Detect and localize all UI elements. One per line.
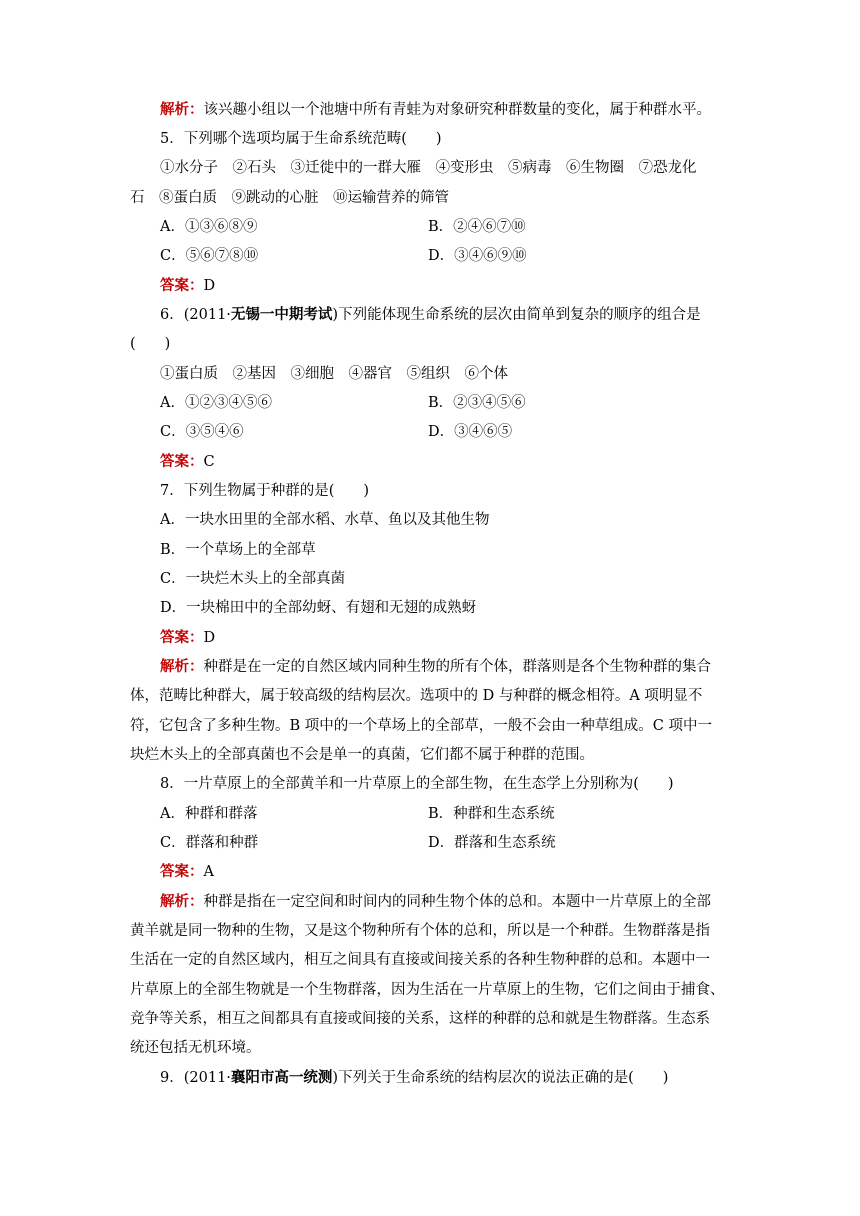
question-text: 下列关于生命系统的结构层次的说法正确的是( ) — [338, 1070, 669, 1086]
option-a: A．一块水田里的全部水稻、水草、鱼以及其他生物 — [160, 512, 490, 528]
answer-q6 — [160, 452, 215, 472]
analysis-text: 种群是在一定的自然区域内同种生物的所有个体，群落则是各个生物种群的集合 — [203, 659, 711, 675]
question-number: 5． — [160, 131, 184, 147]
question-6 — [160, 305, 701, 325]
option-b: B．种群和生态系统 — [428, 806, 555, 822]
option-c: C．群落和种群 — [160, 835, 259, 851]
option-c: C．⑤⑥⑦⑧⑩ — [160, 248, 259, 264]
analysis-text: 种群是指在一定空间和时间内的同种生物个体的总和。本题中一片草原上的全部 — [203, 894, 711, 910]
question-number: 8． — [160, 776, 184, 792]
answer-label: 答案： — [160, 629, 204, 646]
question-number: 6． — [160, 307, 184, 323]
items-text: ①水分子 ②石头 ③迁徙中的一群大雁 ④变形虫 ⑤病毒 ⑥生物圈 ⑦恐龙化 — [160, 160, 697, 176]
answer-q7 — [160, 628, 215, 648]
analysis-text-line: 竞争等关系，相互之间都具有直接或间接的关系，这样的种群的总和就是生物群落。生态系 — [130, 1011, 710, 1027]
question-source: 无锡一中期考试 — [230, 306, 333, 323]
answer-value: D — [203, 278, 216, 294]
question-source-post: ) — [332, 1070, 339, 1086]
analysis-q8 — [160, 892, 711, 912]
analysis-q4 — [160, 100, 711, 120]
analysis-text-line: 符，它包含了多种生物。B 项中的一个草场上的全部草，一般不会由一种草组成。C 项中一 — [130, 718, 712, 734]
analysis-text-line: 生活在一定的自然区域内，相互之间具有直接或间接关系的各种生物种群的总和。本题中一 — [130, 952, 710, 968]
question-source-pre: (2011· — [183, 307, 231, 323]
answer-label: 答案： — [160, 863, 204, 880]
question-number: 9． — [160, 1070, 184, 1086]
analysis-text-line: 块烂木头上的全部真菌也不会是单一的真菌，它们都不属于种群的范围。 — [130, 747, 594, 763]
question-5 — [160, 129, 442, 149]
option-d: D．③④⑥⑤ — [428, 424, 513, 440]
option-b: B．一个草场上的全部草 — [160, 542, 316, 558]
question-5-items — [160, 158, 697, 178]
option-a: A．①③⑥⑧⑨ — [160, 219, 258, 235]
analysis-text-line: 黄羊就是同一物种的生物，又是这个物种所有个体的总和，所以是一个种群。生物群落是指 — [130, 923, 710, 939]
analysis-text-line: 统还包括无机环境。 — [130, 1040, 261, 1056]
option-a: A．①②③④⑤⑥ — [160, 395, 272, 411]
question-source-post: ) — [332, 307, 339, 323]
analysis-q7 — [160, 657, 711, 677]
analysis-label: 解析： — [160, 658, 204, 675]
option-c: C．③⑤④⑥ — [160, 424, 244, 440]
question-8 — [160, 774, 674, 794]
option-b: B．②③④⑤⑥ — [428, 395, 526, 411]
answer-q8 — [160, 862, 214, 882]
answer-value: A — [203, 864, 214, 880]
question-7 — [160, 481, 369, 501]
answer-q5 — [160, 276, 215, 296]
answer-label: 答案： — [160, 277, 204, 294]
option-a: A．种群和群落 — [160, 806, 258, 822]
analysis-label: 解析： — [160, 101, 204, 118]
question-9 — [160, 1068, 668, 1088]
option-c: C．一块烂木头上的全部真菌 — [160, 571, 346, 587]
analysis-label: 解析： — [160, 893, 204, 910]
option-b: B．②④⑥⑦⑩ — [428, 219, 526, 235]
question-text: 下列哪个选项均属于生命系统范畴( ) — [183, 131, 442, 147]
question-source: 襄阳市高一统测 — [230, 1069, 333, 1086]
answer-label: 答案： — [160, 453, 204, 470]
question-text: 下列能体现生命系统的层次由简单到复杂的顺序的组合是 — [338, 307, 701, 323]
items-text: 石 ⑧蛋白质 ⑨跳动的心脏 ⑩运输营养的筛管 — [130, 190, 449, 206]
question-text: 一片草原上的全部黄羊和一片草原上的全部生物，在生态学上分别称为( ) — [183, 776, 674, 792]
analysis-text-line: 体，范畴比种群大，属于较高级的结构层次。选项中的 D 与种群的概念相符。A 项明显不 — [130, 688, 703, 704]
question-6-bracket: ( ) — [130, 336, 171, 352]
analysis-text: 该兴趣小组以一个池塘中所有青蛙为对象研究种群数量的变化，属于种群水平。 — [203, 102, 711, 118]
question-5-items-cont — [130, 188, 449, 208]
option-d: D．群落和生态系统 — [428, 835, 556, 851]
question-6-items: ①蛋白质 ②基因 ③细胞 ④器官 ⑤组织 ⑥个体 — [160, 366, 508, 382]
analysis-text-line: 片草原上的全部生物就是一个生物群落，因为生活在一片草原上的生物，它们之间由于捕食、 — [130, 982, 725, 998]
option-d: D．③④⑥⑨⑩ — [428, 248, 527, 264]
answer-value: D — [203, 630, 216, 646]
option-d: D．一块棉田中的全部幼蚜、有翅和无翅的成熟蚜 — [160, 600, 477, 616]
answer-value: C — [203, 454, 215, 470]
question-text: 下列生物属于种群的是( ) — [183, 483, 370, 499]
question-number: 7． — [160, 483, 184, 499]
question-source-pre: (2011· — [183, 1070, 231, 1086]
